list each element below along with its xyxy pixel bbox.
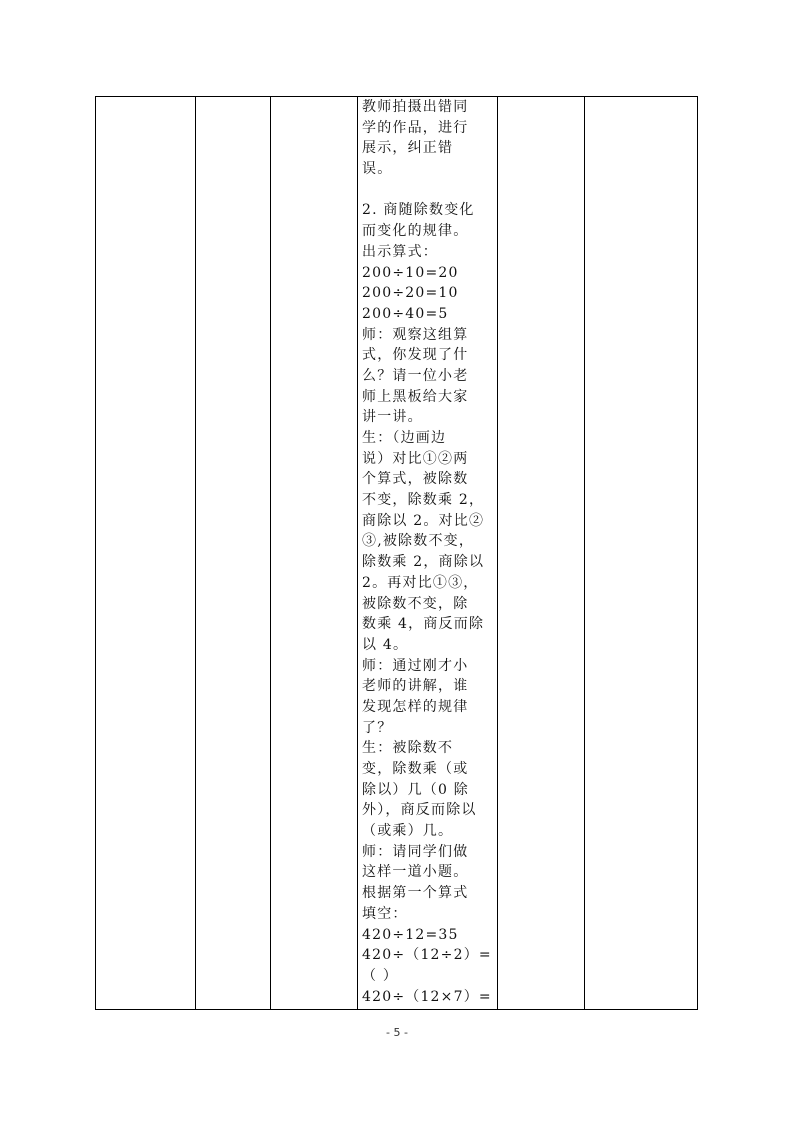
cell-text-line: 而变化的规律。 (362, 223, 469, 240)
cell-text-line: 420÷（12÷2）= (362, 947, 492, 964)
cell-text-line: 填空： (362, 905, 408, 922)
teaching-process-text (362, 97, 493, 1007)
cell-text-line: 200÷20=10 (362, 285, 459, 302)
cell-text-line: （ ） (362, 967, 399, 984)
cell-text-line: 误。 (362, 161, 393, 178)
cell-text-line: 展示，纠正错 (362, 140, 454, 157)
lesson-table (95, 96, 698, 1010)
column-divider-3 (357, 97, 358, 1009)
cell-text-line: 200÷40=5 (362, 305, 449, 322)
cell-text-line: 420÷（12×7）= (362, 988, 492, 1005)
column-divider-1 (195, 97, 196, 1009)
cell-text-line: 教师拍摄出错同 (362, 99, 469, 115)
page-number: - 5 - (386, 1026, 408, 1039)
cell-text-line (362, 180, 493, 201)
teaching-process-cell (361, 97, 493, 1007)
cell-text-line: 不变，除数乘 2， (362, 492, 485, 509)
column-divider-2 (270, 97, 271, 1009)
cell-text-line: 外），商反而除以 (362, 802, 477, 819)
cell-text-line: 了？ (362, 719, 393, 736)
cell-text-line: 商除以 2。对比② (362, 512, 485, 529)
cell-text-line: 么？请一位小老 (362, 367, 469, 384)
cell-text-line: 师：观察这组算 (362, 326, 469, 343)
cell-text-line: 被除数不变，除 (362, 595, 469, 612)
cell-text-line: 除数乘 2，商除以 (362, 554, 485, 571)
cell-text-line: 生：（边画边 (362, 430, 447, 446)
cell-text-line: 学的作品，进行 (362, 119, 469, 136)
column-divider-5 (584, 97, 585, 1009)
cell-text-line: 这样一道小题。 (362, 864, 469, 881)
cell-text-line: 老师的讲解，谁 (362, 678, 469, 695)
cell-text-line: 发现怎样的规律 (362, 698, 469, 715)
cell-text-line: 出示算式： (362, 243, 438, 260)
cell-text-line: 数乘 4，商反而除 (362, 616, 485, 633)
cell-text-line: 以 4。 (362, 636, 409, 653)
cell-text-line: 个算式，被除数 (362, 471, 469, 488)
cell-text-line: 师：通过刚才小 (362, 657, 469, 674)
cell-text-line: 200÷10=20 (362, 264, 459, 281)
cell-text-line: 生：被除数不 (362, 740, 454, 757)
cell-text-line: 师：请同学们做 (362, 843, 469, 860)
cell-text-line: ③,被除数不变， (362, 533, 475, 550)
cell-text-line: 2。再对比①③， (362, 574, 479, 591)
cell-text-line: 420÷12=35 (362, 926, 459, 943)
cell-text-line: （或乘）几。 (362, 823, 454, 840)
cell-text-line: 除以）几（0 除 (362, 781, 469, 798)
column-divider-4 (497, 97, 498, 1009)
cell-text-line: 师上黑板给大家 (362, 388, 469, 405)
cell-text-line: 式，你发现了什 (362, 347, 469, 364)
cell-text-line: 说）对比①②两 (362, 450, 469, 467)
cell-text-line: 讲一讲。 (362, 409, 423, 426)
cell-text-line: 根据第一个算式 (362, 885, 469, 902)
cell-text-line: 变，除数乘（或 (362, 761, 469, 777)
cell-text-line: 2. 商随除数变化 (362, 202, 475, 219)
